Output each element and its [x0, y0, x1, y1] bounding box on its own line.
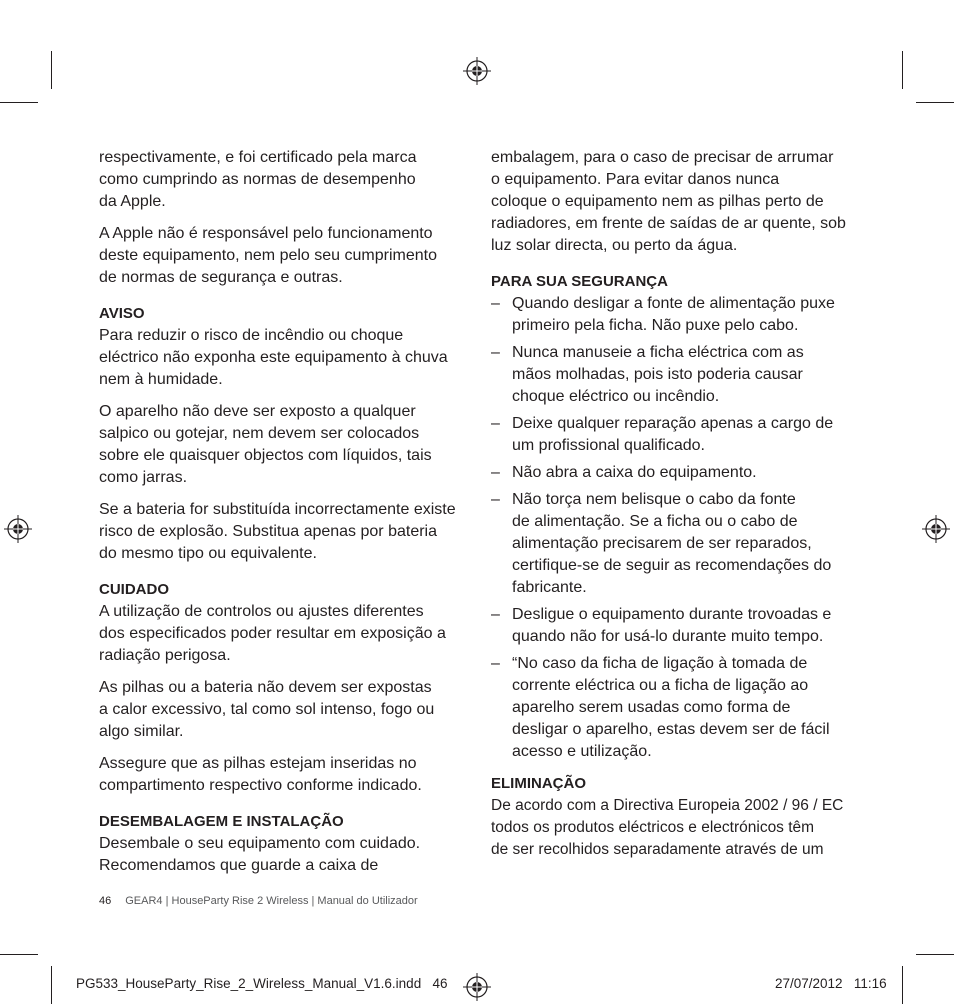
paragraph: As pilhas ou a bateria não devem ser expostas a calor excessivo, tal como sol intenso, fogo ou algo similar. — [99, 679, 435, 740]
safety-list — [491, 293, 859, 763]
registration-mark-icon — [921, 514, 951, 544]
section-heading-cuidado: CUIDADO — [99, 581, 169, 598]
section-heading-eliminacao: ELIMINAÇÃO — [491, 775, 586, 792]
slug-filename: PG533_HouseParty_Rise_2_Wireless_Manual_V1.6.indd 46 — [76, 976, 448, 991]
paragraph: O aparelho não deve ser exposto a qualquer salpico ou gotejar, nem devem ser colocados sobre ele quaisquer objectos com líquidos, tais como jarras. — [99, 403, 432, 486]
left-column — [99, 147, 469, 887]
section-heading-desembalagem: DESEMBALAGEM E INSTALAÇÃO — [99, 813, 344, 830]
section-heading-aviso: AVISO — [99, 305, 145, 322]
list-item: – Quando desligar a fonte de alimentação puxe primeiro pela ficha. Não puxe pelo cabo. — [491, 293, 859, 337]
paragraph: embalagem, para o caso de precisar de arrumar o equipamento. Para evitar danos nunca coloque o equipamento nem as pilhas perto de radiadores, em frente de saídas de ar quente, sob luz solar directa, ou perto da água. — [491, 149, 846, 254]
paragraph: De acordo com a Directiva Europeia 2002 / 96 / EC todos os produtos eléctricos e electrónicos têm de ser recolhidos separadamente através de um — [491, 797, 844, 858]
registration-mark-icon — [462, 972, 492, 1002]
paragraph: A utilização de controlos ou ajustes diferentes dos especificados poder resultar em exposição a radiação perigosa. — [99, 603, 446, 664]
crop-mark-bottom-right — [902, 966, 903, 1004]
section-heading-seguranca: PARA SUA SEGURANÇA — [491, 273, 668, 290]
slug-datetime: 27/07/2012 11:16 — [775, 976, 887, 991]
list-item: – Não abra a caixa do equipamento. — [491, 462, 859, 484]
list-item: – “No caso da ficha de ligação à tomada de corrente eléctrica ou a ficha de ligação ao aparelho serem usadas como forma de desligar o aparelho, estas devem ser de fácil acesso e utilização. — [491, 653, 859, 763]
crop-mark-bottom-right — [916, 954, 954, 955]
paragraph: Desembale o seu equipamento com cuidado. Recomendamos que guarde a caixa de — [99, 835, 421, 874]
paragraph: Para reduzir o risco de incêndio ou choque eléctrico não exponha este equipamento à chuva nem à humidade. — [99, 327, 448, 388]
right-column — [491, 147, 859, 871]
running-title: GEAR4 | HouseParty Rise 2 Wireless | Manual do Utilizador — [125, 895, 418, 907]
list-item: – Nunca manuseie a ficha eléctrica com as mãos molhadas, pois isto poderia causar choque eléctrico ou incêndio. — [491, 342, 859, 408]
registration-mark-icon — [3, 514, 33, 544]
paragraph: Assegure que as pilhas estejam inseridas no compartimento respectivo conforme indicado. — [99, 755, 422, 794]
registration-mark-icon — [462, 56, 492, 86]
page-number: 46 — [99, 895, 112, 907]
list-item: – Deixe qualquer reparação apenas a cargo de um profissional qualificado. — [491, 413, 859, 457]
paragraph: Se a bateria for substituída incorrectamente existe risco de explosão. Substitua apenas por bateria do mesmo tipo ou equivalente. — [99, 501, 456, 562]
list-item: – Não torça nem belisque o cabo da fonte de alimentação. Se a ficha ou o cabo de alimentação precisarem de ser reparados, certifique-se de seguir as recomendações do fabricante. — [491, 489, 859, 599]
page-footer — [99, 895, 418, 907]
crop-mark-bottom-left — [0, 954, 38, 955]
crop-mark-top-left — [0, 102, 38, 103]
list-item: – Desligue o equipamento durante trovoadas e quando não for usá-lo durante muito tempo. — [491, 604, 859, 648]
paragraph: A Apple não é responsável pelo funcionamento deste equipamento, nem pelo seu cumprimento de normas de segurança e outras. — [99, 225, 437, 286]
crop-mark-top-right — [902, 51, 903, 89]
crop-mark-top-left — [51, 51, 52, 89]
crop-mark-top-right — [916, 102, 954, 103]
crop-mark-bottom-left — [51, 966, 52, 1004]
paragraph: respectivamente, e foi certificado pela marca como cumprindo as normas de desempenho da Apple. — [99, 149, 417, 210]
